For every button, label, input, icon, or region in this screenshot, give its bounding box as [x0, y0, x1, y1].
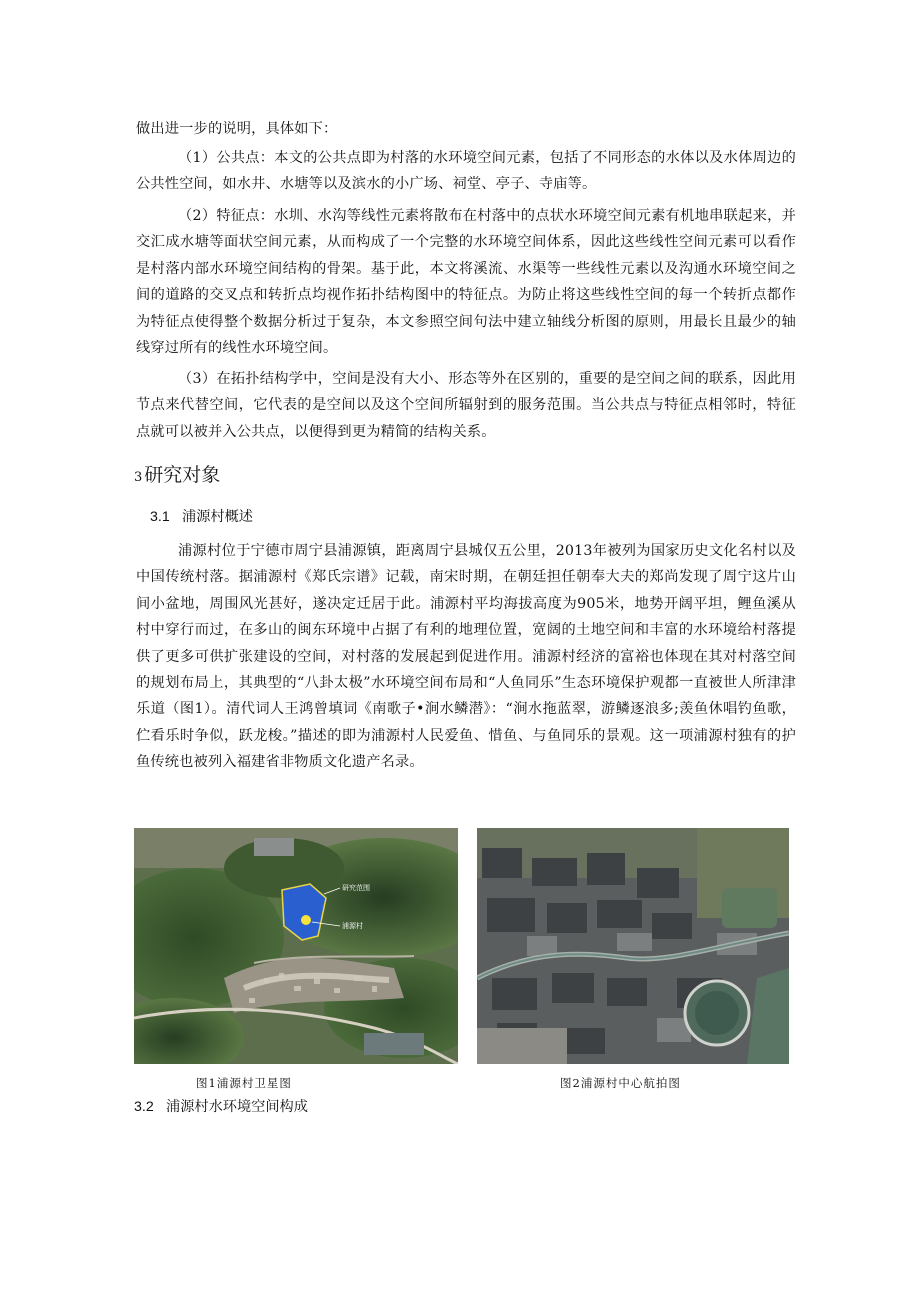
intro-line: 做出进一步的说明，具体如下： — [136, 121, 338, 137]
item-public-point: （1）公共点：本文的公共点即为村落的水环境空间元素，包括了不同形态的水体以及水体周边的公共性空间，如水井、水塘等以及滨水的小广场、祠堂、亭子、寺庙等。 — [136, 150, 796, 193]
figure-1-caption: 图1浦源村卫星图 — [196, 1076, 292, 1090]
map-label-study-area: 研究范围 — [342, 884, 370, 892]
section-3-1-heading — [150, 506, 253, 528]
village-marker — [301, 915, 311, 925]
satellite-image-graphic — [134, 828, 458, 1064]
section-3-1-title: 浦源村概述 — [182, 509, 253, 525]
figure-1-satellite-image — [134, 828, 458, 1064]
section-3-2-heading — [134, 1096, 308, 1118]
figure-2-aerial-photo — [477, 828, 789, 1064]
section-3-1-number: 3.1 — [150, 509, 170, 525]
item-feature-point: （2）特征点：水圳、水沟等线性元素将散布在村落中的点状水环境空间元素有机地串联起来，并交汇成水塘等面状空间元素，从而构成了一个完整的水环境空间体系，因此这些线性空间元素可以看作是村落内部水环境空间结构的骨架。基于此，本文将溪流、水渠等一些线性元素以及沟通水环境空间之间的道路的交叉点和转折点均视作拓扑结构图中的特征点。为防止将这些线性空间的每一个转折点都作为特征点使得整个数据分析过于复杂，本文参照空间句法中建立轴线分析图的原则，用最长且最少的轴线穿过所有的线性水环境空间。 — [136, 208, 796, 357]
section-3-2-title: 浦源村水环境空间构成 — [166, 1099, 308, 1115]
section-3-heading — [134, 460, 220, 493]
aerial-photo-graphic — [477, 828, 789, 1064]
section-3-title: 研究对象 — [144, 464, 221, 486]
item-topology: （3）在拓扑结构学中，空间是没有大小、形态等外在区别的，重要的是空间之间的联系，因此用节点来代替空间，它代表的是空间以及这个空间所辐射到的服务范围。当公共点与特征点相邻时，特征点就可以被并入公共点，以便得到更为精简的结构关系。 — [136, 371, 796, 440]
figure-2-caption: 图2浦源村中心航拍图 — [560, 1076, 681, 1090]
section-3-2-number: 3.2 — [134, 1099, 154, 1115]
section-3-1-paragraph: 浦源村位于宁德市周宁县浦源镇，距离周宁县城仅五公里，2013年被列为国家历史文化名村以及中国传统村落。据浦源村《郑氏宗谱》记载，南宋时期，在朝廷担任朝奉大夫的郑尚发现了周宁这片山间小盆地，周围风光甚好，遂决定迁居于此。浦源村平均海拔高度为905米，地势开阔平坦，鲤鱼溪从村中穿行而过，在多山的闽东环境中占据了有利的地理位置，宽阔的土地空间和丰富的水环境给村落提供了更多可供扩张建设的空间，对村落的发展起到促进作用。浦源村经济的富裕也体现在其对村落空间的规划布局上，其典型的“八卦太极”水环境空间布局和“人鱼同乐”生态环境保护观都一直被世人所津津乐道（图1）。清代词人王鸿曾填词《南歌子•涧水鳞潜》：“涧水拖蓝翠，游鳞逐浪多;羡鱼休唱钓鱼歌，伫看乐时争似，跃龙梭。”描述的即为浦源村人民爱鱼、惜鱼、与鱼同乐的景观。这一项浦源村独有的护鱼传统也被列入福建省非物质文化遗产名录。 — [136, 543, 796, 771]
map-label-village: 浦源村 — [342, 922, 363, 930]
section-3-number: 3 — [134, 470, 143, 485]
